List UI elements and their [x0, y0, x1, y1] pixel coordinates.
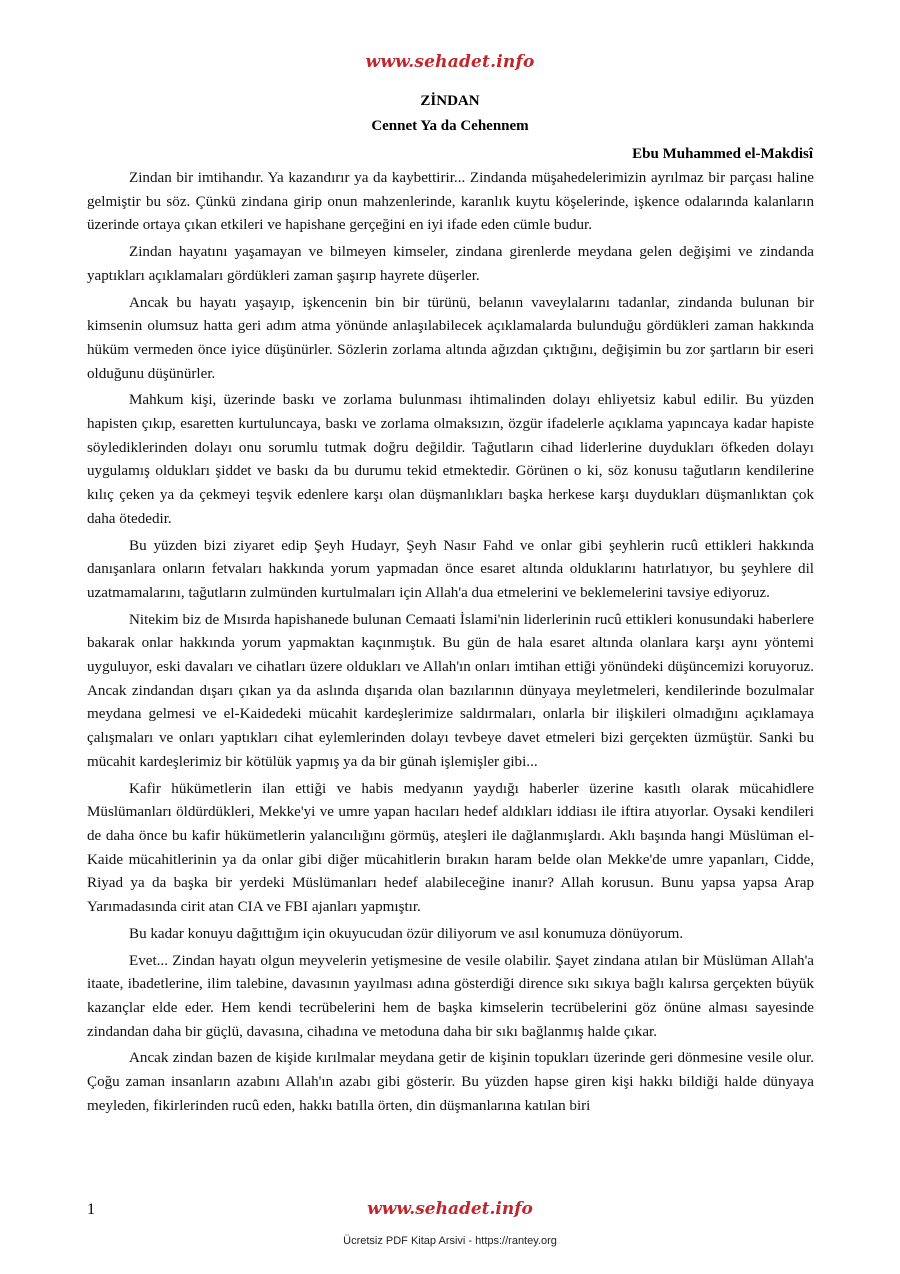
- header-site-link[interactable]: www.sehadet.info: [365, 52, 535, 72]
- paragraph: Ancak zindan bazen de kişide kırılmalar meydana getir de kişinin topukları üzerinde geri dönmesine vesile olur. Çoğu zaman insanların azabını Allah'ın azabı gibi gösterir. Bu yüzden hapse giren kişi hakkı bildiği halde dünyaya meyleden, fikirlerinden rucû eden, hakkı batılla örten, din düşmanlarına katılan biri: [87, 1050, 814, 1114]
- paragraph: Evet... Zindan hayatı olgun meyvelerin yetişmesine de vesile olabilir. Şayet zindana atılan bir Müslüman Allah'a itaate, ibadetlerine, ilim talebine, davasının yayılması adına gösterdiği dirence sıkı sıkıya bağlı kalırsa gerçekten büyük kazançlar elde eder. Hem kendi tecrübelerini hem de başka kimselerin tecrübelerini göz önüne alması sayesinde zindandan daha bir güçlü, davasına, cihadına ve metoduna daha bir sıkı bağlanmış halde çıkar.: [87, 952, 814, 1040]
- paragraph: Zindan bir imtihandır. Ya kazandırır ya da kaybettirir... Zindanda müşahedelerimizin ayrılmaz bir parçası haline gelmiştir bu söz. Çünkü zindana girip onun mahzenlerinde, karanlık kuytu köşelerinde, işkence odalarında kalanların üzerinde ortaya çıkan etkileri ve hapishane gerçeğini en iyi ifade eden cümle budur.: [87, 170, 814, 234]
- paragraph: Bu yüzden bizi ziyaret edip Şeyh Hudayr, Şeyh Nasır Fahd ve onlar gibi şeyhlerin rucû ettikleri hakkında danışanlara onların fetvaları hakkında yorum yapmadan önce esaret altında olduklarını hatırlatıyor, bu şeyhlere dil uzatmamalarını, tağutların zulmünden kurtulmaları için Allah'a dua etmelerini ve beklemelerini tavsiye ediyoruz.: [87, 537, 814, 601]
- paragraph: Bu kadar konuyu dağıttığım için okuyucudan özür diliyorum ve asıl konumuza dönüyorum.: [129, 925, 684, 942]
- paragraph: Ancak bu hayatı yaşayıp, işkencenin bin bir türünü, belanın vaveylalarını tadanlar, zindanda bulunan bir kimsenin olumsuz hatta geri adım atma yönünde anlaşılabilecek açıklamalarda bulunduğu gördükleri zaman hakkında hüküm vermeden önce iyice düşünürler. Sözlerin zorlama altında ağızdan çıktığını, değişimin bu zor şartların bir eseri olduğunu düşünürler.: [87, 294, 814, 382]
- paragraph: Zindan hayatını yaşamayan ve bilmeyen kimseler, zindana girenlerde meydana gelen değişimi ve zindanda yaptıkları açıklamaları gördükleri zaman şaşırıp hayrete düşerler.: [87, 244, 814, 284]
- document-title: ZİNDAN: [420, 93, 480, 109]
- source-note: Ücretsiz PDF Kitap Arsivi - https://rantey.org: [343, 1235, 557, 1247]
- document-body: [87, 167, 814, 1121]
- paragraph: Nitekim biz de Mısırda hapishanede bulunan Cemaati İslami'nin liderlerinin rucû ettikleri konusundaki haberlere bakarak onlar hakkında yorum yapmaktan kaçınmıştık. Bu gün de hala esaret altında olanlara karşı aynı yöntemi uyguluyor, eski davaları ve cihatları üzere oldukları ve Allah'ın onları imtihan ettiği yönündeki düşüncemizi koruyoruz. Ancak zindandan dışarı çıkan ya da aslında dışarıda olan bazılarının dünyaya meyletmeleri, kendilerinde bozulmalar meydana gelmesi ve el-Kaidedeki mücahit kardeşlerimize saldırmaları, onlarla bir ilişkileri olmadığını açıklamaya çalışmaları ve onları yaptıkları cihat eylemlerinden dolayı tevbeye davet etmeleri bizi gerçekten üzmüştür. Sanki bu mücahit kardeşlerimiz bir kötülük yapmış ya da bir günah işlemişler gibi...: [87, 611, 814, 770]
- paragraph: Kafir hükümetlerin ilan ettiği ve habis medyanın yaydığı haberler üzerine kasıtlı olarak mücahidlere Müslümanları öldürdükleri, Mekke'yi ve umre yapan hacıları hedef aldıkları iddiası ile iftira atıyorlar. Oysaki kendileri de daha önce bu kafir hükümetlerin yalancılığını görmüş, ateşleri ile dağlanmışlardı. Aklı başında hangi Müslüman el-Kaide mücahitlerinin ya da onlar gibi diğer mücahitlerin bırakın haram belde olan Mekke'de umre yapanları, Cidde, Riyad ya da başka bir yerdeki Müslümanları hedef alabileceğine inanır? Allah korusun. Bunu yapsa yapsa Arap Yarımadasında cirit atan CIA ve FBI ajanları yapmıştır.: [87, 780, 814, 916]
- document-subtitle: Cennet Ya da Cehennem: [371, 118, 529, 134]
- document-author: Ebu Muhammed el-Makdisî: [632, 146, 813, 162]
- footer-site-link[interactable]: www.sehadet.info: [367, 1199, 533, 1219]
- paragraph: Mahkum kişi, üzerinde baskı ve zorlama bulunması ihtimalinden dolayı ehliyetsiz kabul edilir. Bu yüzden hapisten çıkıp, esaretten kurtuluncaya, baskı ve zorlama olmaksızın, özgür ifadelerle açıklama yapıncaya kadar hapiste söylediklerinden dolayı onu sorumlu tutmak doğru değildir. Tağutların cihad liderlerine duydukları öfkeden dolayı uygulamış oldukları şiddet ve baskı da bu durumu tekid etmektedir. Görünen o ki, söz konusu tağutların kendilerine kılıç çeken ya da çekmeyi teşvik edenlere karşı olan düşmanlıkları başka herkese karşı duydukları düşmanlıktan çok daha ötededir.: [87, 392, 814, 527]
- page-number: 1: [87, 1201, 95, 1218]
